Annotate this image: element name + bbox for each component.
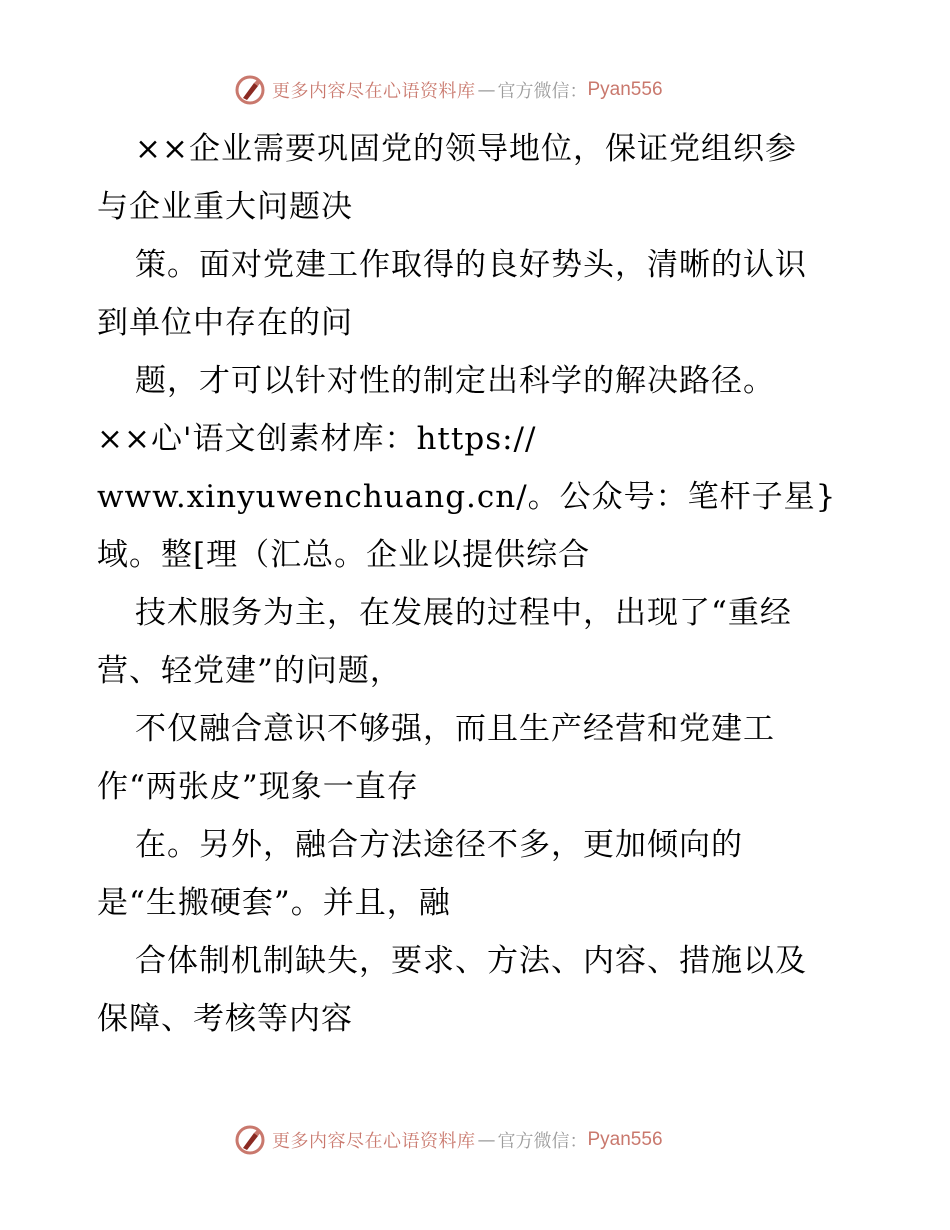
body-line: 策。面对党建工作取得的良好势头，清晰的认识 [135, 247, 807, 283]
body-line: www.xinyuwenchuang.cn/。公众号：笔杆子星} [97, 479, 837, 515]
header-wechat-label: 官方微信： [497, 81, 588, 102]
body-line: 作“两张皮”现象一直存 [97, 769, 419, 805]
header-wechat-id: Pyan556 [587, 79, 663, 100]
footer-separator: — [477, 1129, 496, 1151]
body-line: 到单位中存在的问 [97, 305, 353, 341]
pen-nib-circle-icon [234, 1124, 266, 1156]
footer-banner [234, 1122, 663, 1158]
body-line: 技术服务为主，在发展的过程中，出现了“重经 [135, 595, 792, 631]
footer-brand-text: 更多内容尽在心语资料库 [272, 1131, 476, 1152]
header-separator: — [477, 79, 496, 101]
body-line: 不仅融合意识不够强，而且生产经营和党建工 [135, 711, 775, 747]
body-line: 营、轻党建”的问题， [97, 653, 402, 689]
body-line: 在。另外，融合方法途径不多，更加倾向的 [135, 827, 743, 863]
footer-wechat-label: 官方微信： [497, 1131, 588, 1152]
body-line: ××心'语文创素材库：https:// [97, 421, 537, 457]
document-body [97, 120, 887, 1048]
body-line: ××企业需要巩固党的领导地位，保证党组织参 [135, 131, 797, 167]
body-line: 保障、考核等内容 [97, 1001, 353, 1037]
header-brand-text: 更多内容尽在心语资料库 [272, 81, 476, 102]
body-line: 题，才可以针对性的制定出科学的解决路径。 [135, 363, 775, 399]
body-line: 域。整[理（汇总。企业以提供综合 [97, 537, 591, 573]
body-line: 与企业重大问题决 [97, 189, 353, 225]
body-line: 合体制机制缺失，要求、方法、内容、措施以及 [135, 943, 807, 979]
pen-nib-circle-icon [234, 74, 266, 106]
body-line: 是“生搬硬套”。并且，融 [97, 885, 451, 921]
footer-wechat-id: Pyan556 [587, 1129, 663, 1150]
header-banner [234, 72, 663, 108]
